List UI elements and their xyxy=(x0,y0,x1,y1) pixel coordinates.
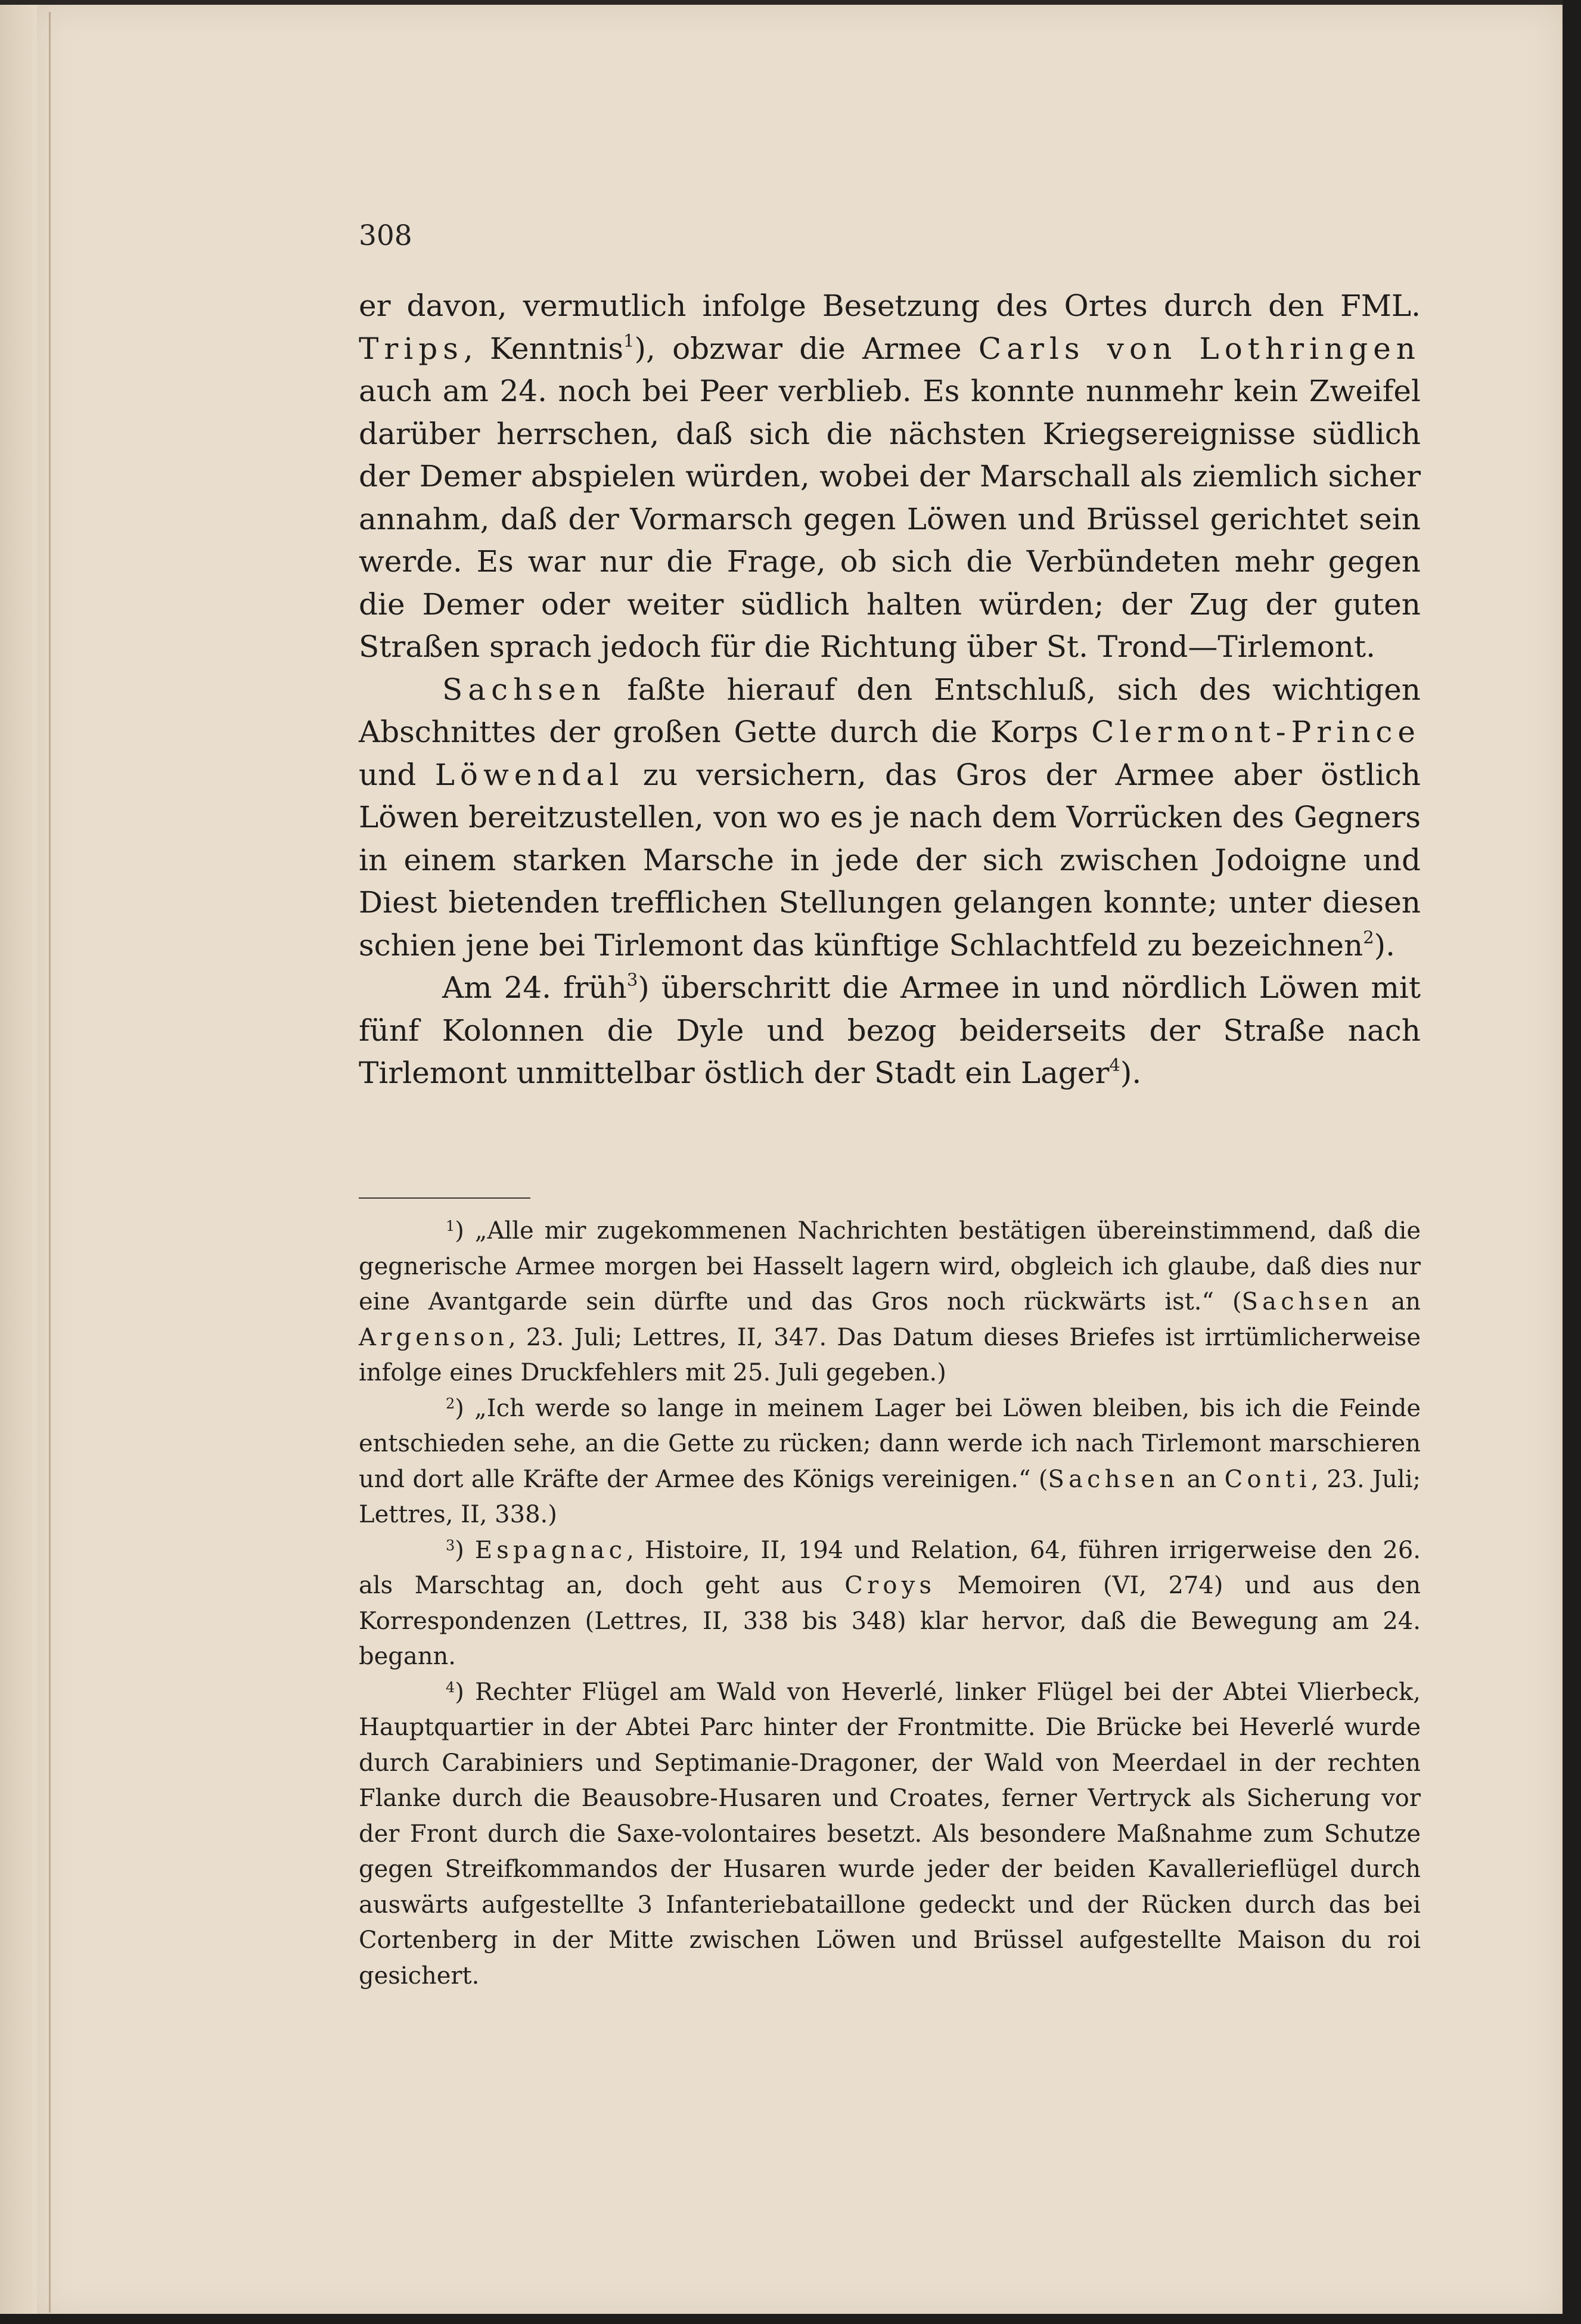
footnote xyxy=(359,1391,1421,1533)
text-run: ) überschritt die Armee in und nördlich Löwen mit fünf Kolonnen die Dyle und bezog beiderseits der Straße nach Tirlemont unmittelbar östlich der Stadt ein Lager xyxy=(359,970,1421,1090)
footnote-reference: 1 xyxy=(623,330,635,351)
footnote xyxy=(359,1533,1421,1675)
text-run: ). xyxy=(1374,927,1396,963)
footnote xyxy=(359,1675,1421,1994)
paragraph xyxy=(359,967,1421,1095)
text-run: ) „Ich werde so lange in meinem Lager bei Löwen bleiben, bis ich die Feinde entschieden sehe, an die Gette zu rücken; dann werde ich nach Tirlemont marschieren und dort alle Kräfte der Armee des Königs vereinigen.“ ( xyxy=(359,1394,1421,1493)
spaced-name: Sachsen xyxy=(1241,1288,1373,1315)
spaced-name: Carls von Lothringen xyxy=(978,331,1421,366)
spaced-name: Löwendal xyxy=(434,757,625,792)
text-run: Am 24. früh xyxy=(442,970,627,1005)
text-run: faßte hierauf den Entschluß, sich des wichtigen Abschnittes der großen Gette durch die Korps xyxy=(359,672,1421,749)
footnote-reference: 3 xyxy=(626,969,638,990)
text-run: ), obzwar die Armee xyxy=(634,331,979,366)
text-run: Memoiren (VI, 274) und aus den Korrespondenzen (Lettres, II, 338 bis 348) klar hervor, daß die Bewegung am 24. begann. xyxy=(359,1572,1421,1670)
spaced-name: Sachsen xyxy=(442,672,606,707)
paragraph xyxy=(359,285,1421,669)
text-run: , Histoire, II, 194 und Relation, 64, führen irrigerweise den 26. als Marschtag an, doch geht aus xyxy=(359,1536,1421,1599)
spaced-name: Argenson xyxy=(359,1323,509,1351)
spaced-name: Croys xyxy=(844,1572,936,1599)
text-run: an xyxy=(1179,1465,1225,1493)
spaced-name: Espagnac xyxy=(474,1536,627,1564)
text-run: auch am 24. noch bei Peer verblieb. Es konnte nunmehr kein Zweifel darüber herrschen, daß sich die nächsten Kriegsereignisse südlich der Demer abspielen würden, wobei der Marschall als ziemlich sicher annahm, daß der Vormarsch gegen Löwen und Brüssel gerichtet sein werde. Es war nur die Frage, ob sich die Verbündeten mehr gegen die Demer oder weiter südlich halten würden; der Zug der guten Straßen sprach jedoch für die Richtung über St. Trond—Tirlemont. xyxy=(359,374,1421,664)
gutter-fold-line xyxy=(49,12,51,2313)
footnote-number: 2 xyxy=(446,1395,455,1412)
spaced-name: Clermont-Prince xyxy=(1091,715,1421,749)
main-body-text xyxy=(359,285,1421,1095)
text-run: , 23. Juli; Lettres, II, 338.) xyxy=(359,1465,1421,1528)
text-run: zu versichern, das Gros der Armee aber östlich Löwen bereitzustellen, von wo es je nach dem Vorrücken des Gegners in einem starken Marsche in jede der sich zwischen Jodoigne und Diest bietenden trefflichen Stellungen gelangen konnte; unter diesen schien jene bei Tirlemont das künftige Schlachtfeld zu bezeichnen xyxy=(359,757,1421,963)
scan-right-edge xyxy=(1563,0,1581,2324)
text-run: ). xyxy=(1120,1056,1142,1090)
footnotes xyxy=(359,1214,1421,1994)
text-run: und xyxy=(359,757,435,792)
text-run: ) Rechter Flügel am Wald von Heverlé, linker Flügel bei der Abtei Vlierbeck, Hauptquartier in der Abtei Parc hinter der Frontmitte. Die Brücke bei Heverlé wurde durch Carabiniers und Septimanie-Dragoner, der Wald von Meerdael in der rechten Flanke durch die Beausobre-Husaren und Croates, ferner Vertryck als Sicherung vor der Front durch die Saxe-volontaires besetzt. Als besondere Maßnahme zum Schutze gegen Streifkommandos der Husaren wurde jeder der beiden Kavallerieflügel durch auswärts aufgestellte 3 Infanteriebataillone gedeckt und der Rücken durch das bei Cortenberg in der Mitte zwischen Löwen und Brüssel aufgestellte Maison du roi gesichert. xyxy=(359,1678,1421,1990)
text-run: , Kenntnis xyxy=(463,331,623,366)
page-number: 308 xyxy=(359,219,412,252)
paragraph xyxy=(359,669,1421,967)
text-run: ) „Alle mir zugekommenen Nachrichten bestätigen übereinstimmend, daß die gegnerische Armee morgen bei Hasselt lagern wird, obgleich ich glaube, daß dies nur eine Avantgarde sein dürfte und das Gros noch rückwärts ist.“ ( xyxy=(359,1217,1421,1315)
book-gutter xyxy=(0,0,37,2324)
footnote-number: 4 xyxy=(446,1678,455,1696)
spaced-name: Conti xyxy=(1224,1465,1311,1493)
scan-bottom-edge xyxy=(0,2314,1581,2324)
text-run: er davon, vermutlich infolge Besetzung des Ortes durch den FML. xyxy=(359,288,1421,323)
footnote xyxy=(359,1214,1421,1391)
footnote-separator-rule xyxy=(359,1197,530,1199)
spaced-name: Sachsen xyxy=(1048,1465,1179,1493)
footnote-reference: 4 xyxy=(1109,1054,1120,1075)
scan-top-edge xyxy=(0,0,1581,5)
spaced-name: Trips xyxy=(359,331,464,366)
text-run: , 23. Juli; Lettres, II, 347. Das Datum dieses Briefes ist irrtümlicherweise infolge eines Druckfehlers mit 25. Juli gegeben.) xyxy=(359,1323,1421,1386)
text-run: an xyxy=(1372,1288,1421,1315)
text-run: ) xyxy=(455,1536,475,1564)
footnote-number: 3 xyxy=(446,1537,455,1554)
footnote-reference: 2 xyxy=(1363,927,1374,948)
footnote-number: 1 xyxy=(446,1217,455,1234)
